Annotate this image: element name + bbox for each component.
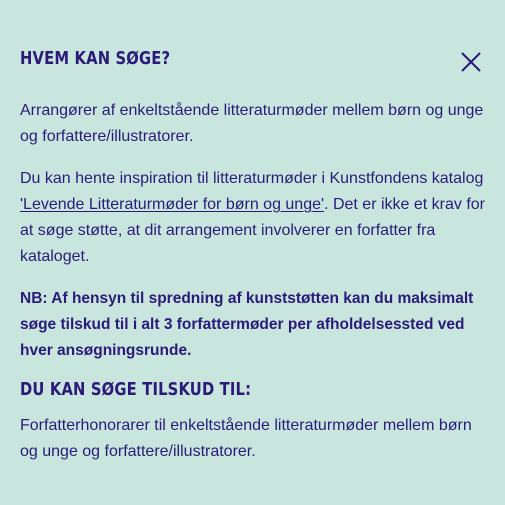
close-button[interactable] xyxy=(459,50,483,74)
close-icon xyxy=(459,50,483,74)
inspiration-text xyxy=(20,166,490,270)
inspiration-text-before: Du kan hente inspiration til litteraturmøder i Kunstfondens katalog xyxy=(20,170,484,187)
intro-text: Arrangører af enkeltstående litteraturmøder mellem børn og unge og forfattere/illustratorer. xyxy=(20,102,484,145)
grant-text: Forfatterhonorarer til enkeltstående litteraturmøder mellem børn og unge og forfattere/illustratorer. xyxy=(20,417,472,460)
catalog-link[interactable]: 'Levende Litteraturmøder for børn og unge' xyxy=(20,196,325,213)
note-text: NB: Af hensyn til spredning af kunststøtten kan du maksimalt søge tilskud til i alt 3 forfattermøder per afholdelsessted ved hver ansøgningsrunde. xyxy=(20,290,474,359)
grant-subheading: DU KAN SØGE TILSKUD TIL: xyxy=(20,379,252,400)
dialog-title: HVEM KAN SØGE? xyxy=(20,48,171,69)
inspiration-text-after: . Det er ikke et krav for at søge støtte, at dit arrangement involverer en forfatter fra kataloget. xyxy=(20,196,485,265)
